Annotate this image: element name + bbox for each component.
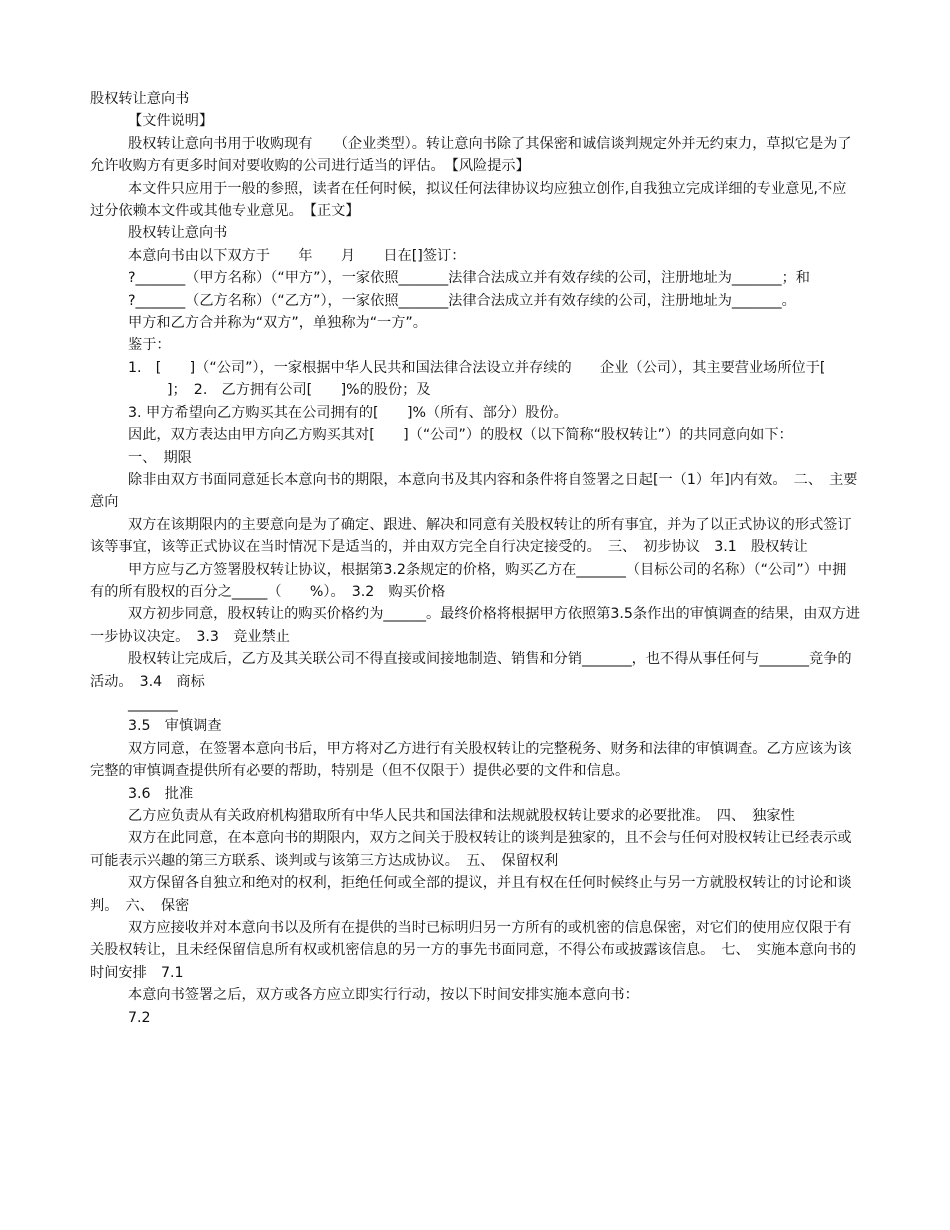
whereas-item: 1. [ ]（“公司”），一家根据中华人民共和国法律合法设立并存续的 企业（公司），其主要营业场所位于[ ]； 2. 乙方拥有公司[ ]%的股份；及 [128, 359, 854, 399]
paragraph: 股权转让意向书用于收购现有 （企业类型）。转让意向书除了其保密和诚信谈判规定外并无约束力，草拟它是为了允许收购方有更多时间对要收购的公司进行适当的评估。 【风险提示】 [90, 135, 852, 175]
party-b-clause: ?_______（乙方名称）（“乙方”），一家依照_______法律合法成立并有效存续的公司，注册地址为_______。 [128, 292, 796, 309]
section-heading-due-diligence: 3.5 审慎调查 [128, 718, 222, 735]
document-title: 股权转让意向书 [90, 91, 190, 107]
paragraph: 双方保留各自独立和绝对的权利，拒绝任何或全部的提议，并且有权在任何时候终止与另一方就股权转让的讨论和谈判。 六、 保密 [90, 875, 852, 914]
whereas-heading: 鉴于： [128, 337, 171, 354]
paragraph: 甲方和乙方合并称为“双方”，单独称为“一方”。 [128, 315, 427, 332]
paragraph: 乙方应负责从有关政府机构猎取所有中华人民共和国法律和法规就股权转让要求的必要批准。 四、 独家性 [128, 808, 795, 824]
section-heading-file-description: 【文件说明】 [128, 113, 214, 130]
body-title: 股权转让意向书 [128, 225, 228, 242]
section-heading-7-2: 7.2 [128, 1009, 151, 1026]
paragraph: 双方在该期限内的主要意向是为了确定、跟进、解决和同意有关股权转让的所有事宜，并为了以正式协议的形式签订该等事宜，该等正式协议在当时情况下是适当的，并由双方完全自行决定接受的。 三、 初步协议 3.1 股权转让 [90, 516, 852, 556]
paragraph: 股权转让完成后，乙方及其关联公司不得直接或间接地制造、销售和分销_______，也不得从事任何与_______竞争的活动。 3.4 商标 [90, 651, 852, 690]
paragraph: 因此，双方表达由甲方向乙方购买其对[ ]（“公司”）的股权（以下简称“股权转让”）的共同意向如下： [128, 427, 793, 444]
section-heading-term: 一、 期限 [128, 449, 192, 466]
paragraph: 双方应接收并对本意向书以及所有在提供的当时已标明归另一方所有的或机密的信息保密，对它们的使用应仅限于有关股权转让，且未经保留信息所有权或机密信息的另一方的事先书面同意，不得公布或披露该信息。 七、 实施本意向书的时间安排 7.1 [90, 920, 857, 981]
paragraph: 本意向书签署之后，双方或各方应立即实行行动，按以下时间安排实施本意向书： [128, 987, 639, 1004]
document-body [90, 88, 860, 1029]
paragraph: 本文件只应用于一般的参照，读者在任何时候，拟议任何法律协议均应独立创作,自我独立完成详细的专业意见,不应过分依赖本文件或其他专业意见。 【正文】 [90, 180, 847, 220]
blank-line: _______ [128, 695, 178, 712]
paragraph: 双方同意，在签署本意向书后，甲方将对乙方进行有关股权转让的完整税务、财务和法律的审慎调查。乙方应该为该完整的审慎调查提供所有必要的帮助，特别是（但不仅限于）提供必要的文件和信息。 [90, 740, 852, 780]
whereas-item: 3. 甲方希望向乙方购买其在公司拥有的[ ]%（所有、部分）股份。 [128, 404, 568, 421]
paragraph: 双方在此同意，在本意向书的期限内，双方之间关于股权转让的谈判是独家的，且不会与任何对股权转让已经表示或可能表示兴趣的第三方联系、谈判或与该第三方达成协议。 五、 保留权利 [90, 830, 852, 869]
paragraph: 除非由双方书面同意延长本意向书的期限，本意向书及其内容和条件将自签署之日起[一（1）年]内有效。 二、 主要意向 [90, 471, 858, 511]
paragraph: 双方初步同意，股权转让的购买价格约为______。最终价格将根据甲方依照第3.5条作出的审慎调查的结果，由双方进一步协议决定。 3.3 竞业禁止 [90, 606, 860, 645]
party-a-clause: ?_______（甲方名称）（“甲方”），一家依照_______法律合法成立并有效存续的公司，注册地址为_______；和 [128, 270, 810, 287]
section-heading-approval: 3.6 批准 [128, 785, 194, 802]
paragraph: 本意向书由以下双方于 年 月 日在[]签订： [128, 247, 466, 264]
paragraph: 甲方应与乙方签署股权转让协议，根据第3.2条规定的价格，购买乙方在_______（目标公司的名称）（“公司”）中拥有的所有股权的百分之_____（ %）。 3.2 购买价格 [90, 561, 847, 600]
